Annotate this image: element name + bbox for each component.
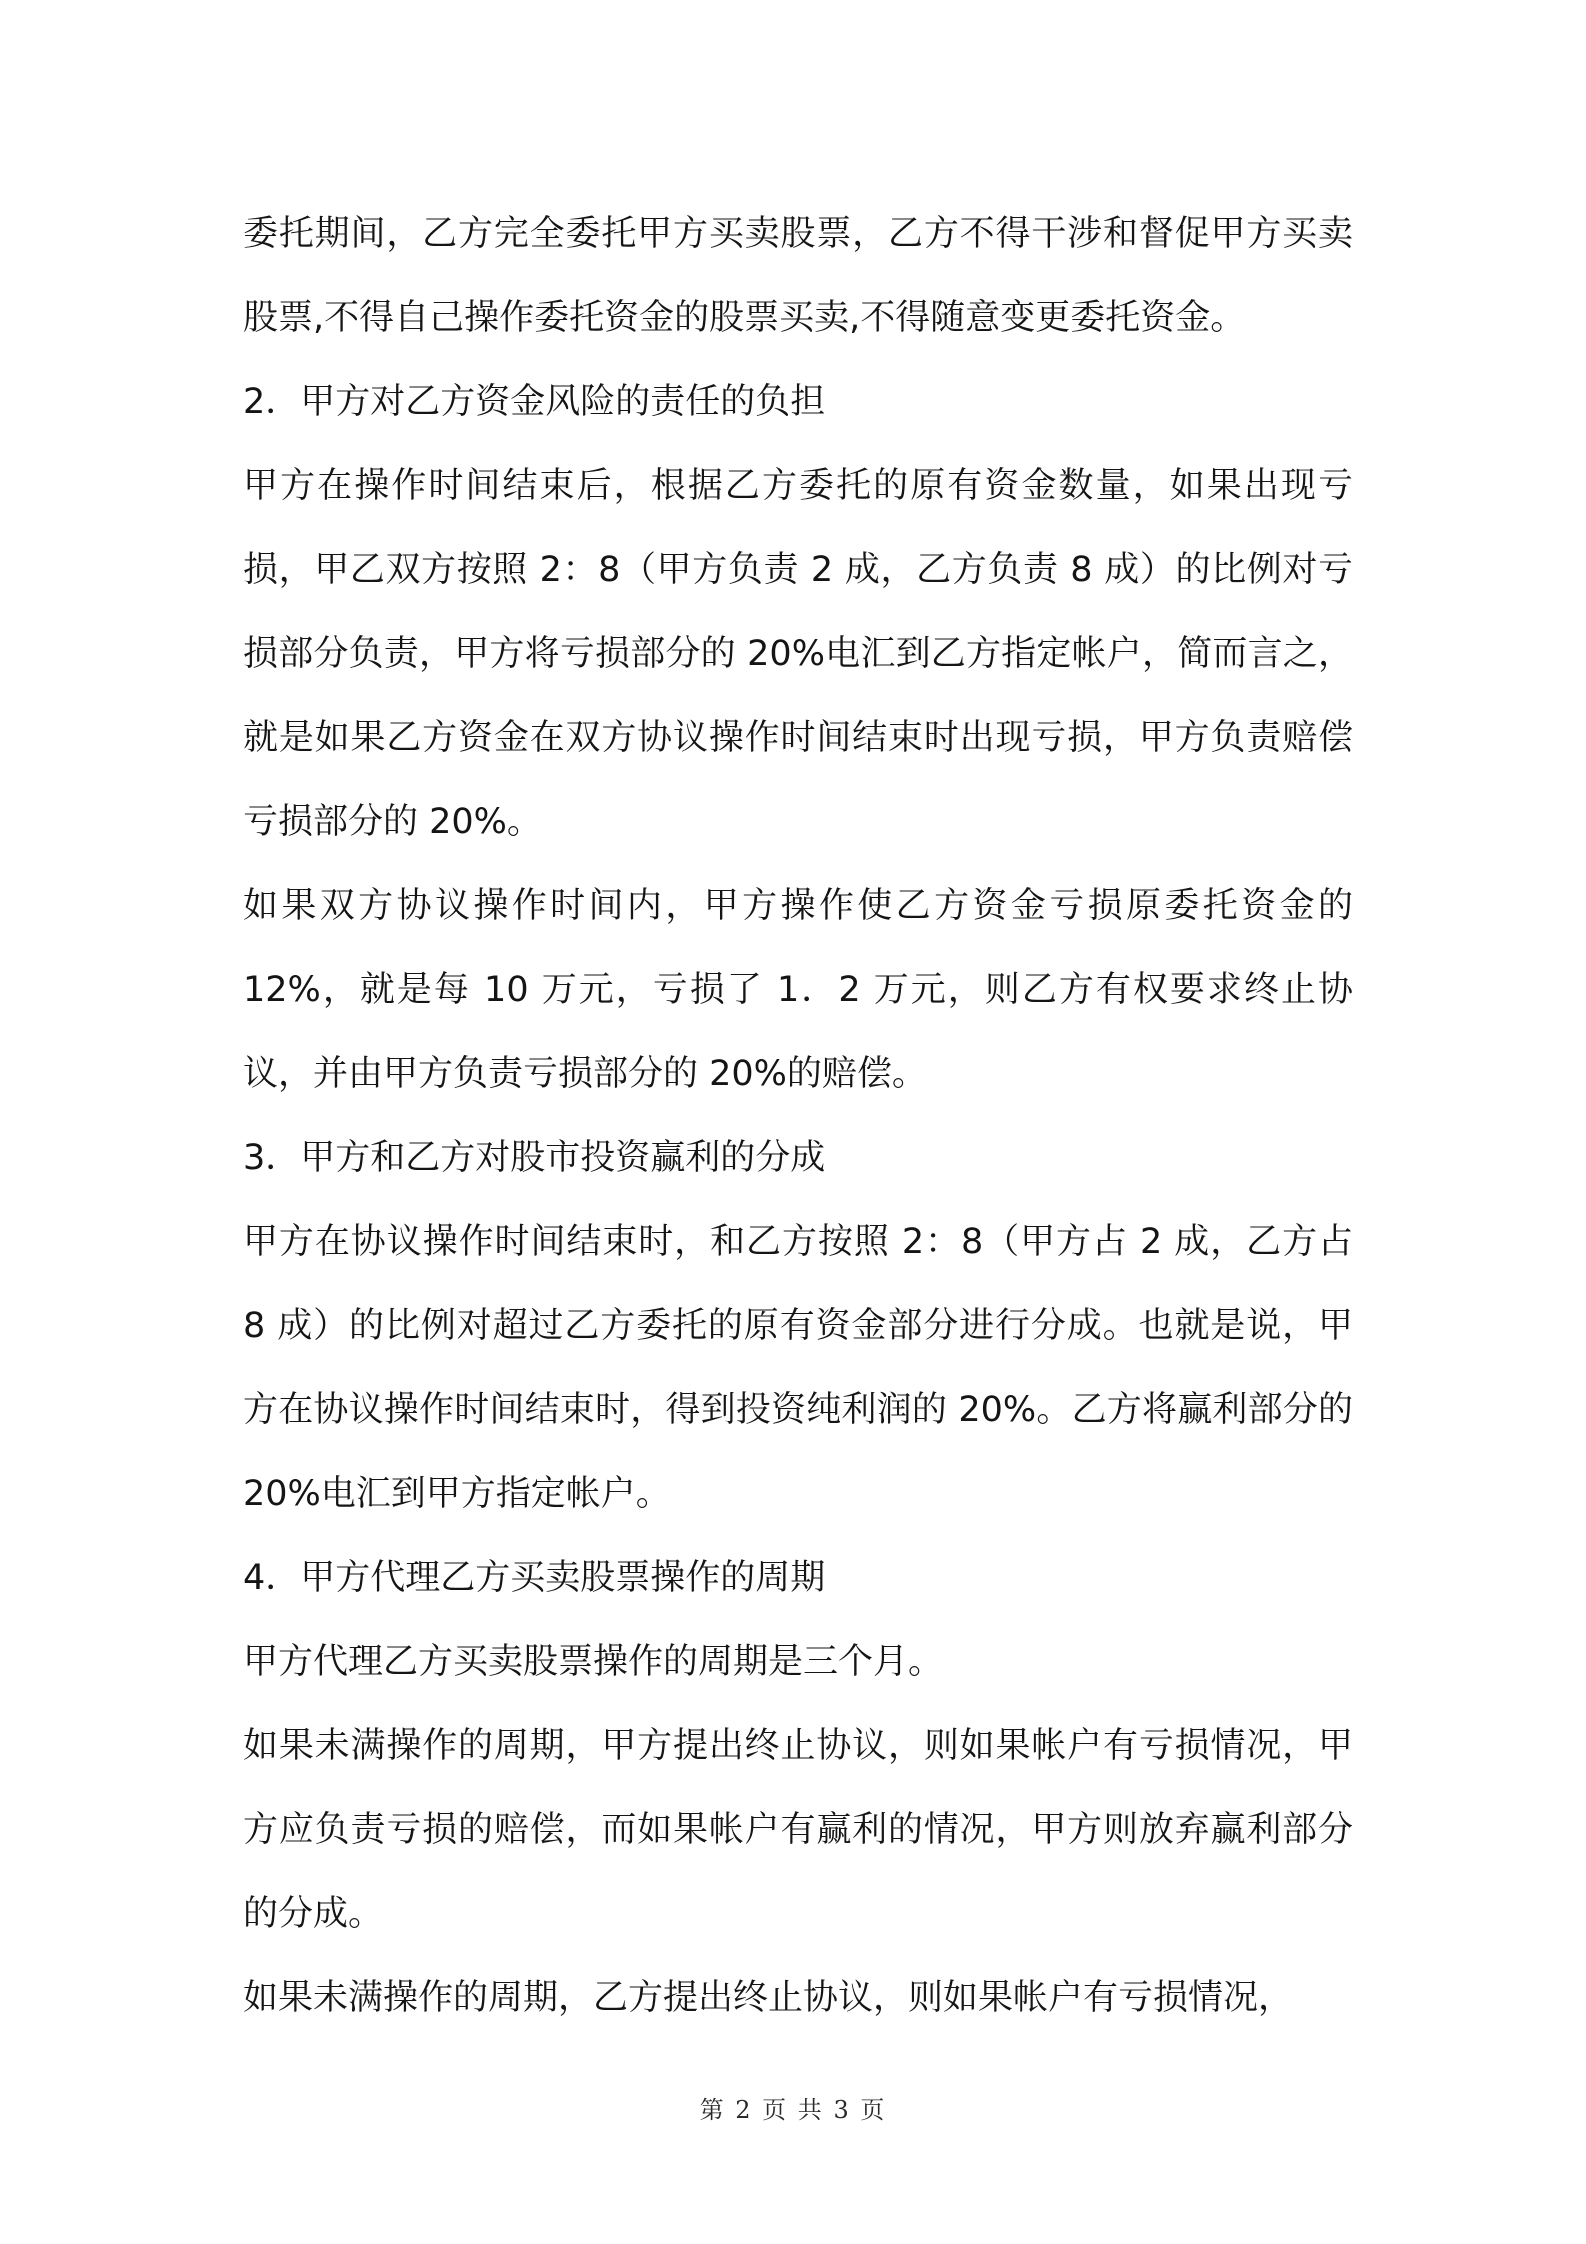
paragraph-entrustment-period: 委托期间，乙方完全委托甲方买卖股票，乙方不得干涉和督促甲方买卖股票,不得自己操作委托资金的股票买卖,不得随意变更委托资金。 (243, 214, 1353, 338)
paragraph-profit-sharing: 甲方在协议操作时间结束时，和乙方按照 2：8（甲方占 2 成，乙方占 8 成）的比例对超过乙方委托的原有资金部分进行分成。也就是说，甲方在协议操作时间结束时，得到投资纯利润的 20%。乙方将赢利部分的 20%电汇到甲方指定帐户。 (243, 1222, 1353, 1514)
section-heading-profit-sharing: 3．甲方和乙方对股市投资赢利的分成 (243, 1138, 826, 1178)
paragraph-loss-sharing: 甲方在操作时间结束后，根据乙方委托的原有资金数量，如果出现亏损，甲乙双方按照 2：8（甲方负责 2 成，乙方负责 8 成）的比例对亏损部分负责，甲方将亏损部分的 20%电汇到乙方指定帐户，简而言之，就是如果乙方资金在双方协议操作时间结束时出现亏损，甲方负责赔偿亏损部分的 20%。 (243, 466, 1353, 842)
paragraph-party-b-early-termination: 如果未满操作的周期，乙方提出终止协议，则如果帐户有亏损情况， (243, 1978, 1294, 2018)
document-body (243, 192, 1353, 2040)
page-number-footer: 第 2 页 共 3 页 (699, 2096, 887, 2124)
paragraph-party-a-early-termination: 如果未满操作的周期，甲方提出终止协议，则如果帐户有亏损情况，甲方应负责亏损的赔偿，而如果帐户有赢利的情况，甲方则放弃赢利部分的分成。 (243, 1726, 1353, 1934)
section-heading-operation-period: 4．甲方代理乙方买卖股票操作的周期 (243, 1558, 826, 1598)
section-heading-risk-responsibility: 2．甲方对乙方资金风险的责任的负担 (243, 382, 826, 422)
paragraph-operation-period: 甲方代理乙方买卖股票操作的周期是三个月。 (243, 1642, 944, 1682)
paragraph-termination-on-loss: 如果双方协议操作时间内，甲方操作使乙方资金亏损原委托资金的12%，就是每 10 万元，亏损了 1．2 万元，则乙方有权要求终止协议，并由甲方负责亏损部分的 20%的赔偿。 (243, 886, 1353, 1094)
